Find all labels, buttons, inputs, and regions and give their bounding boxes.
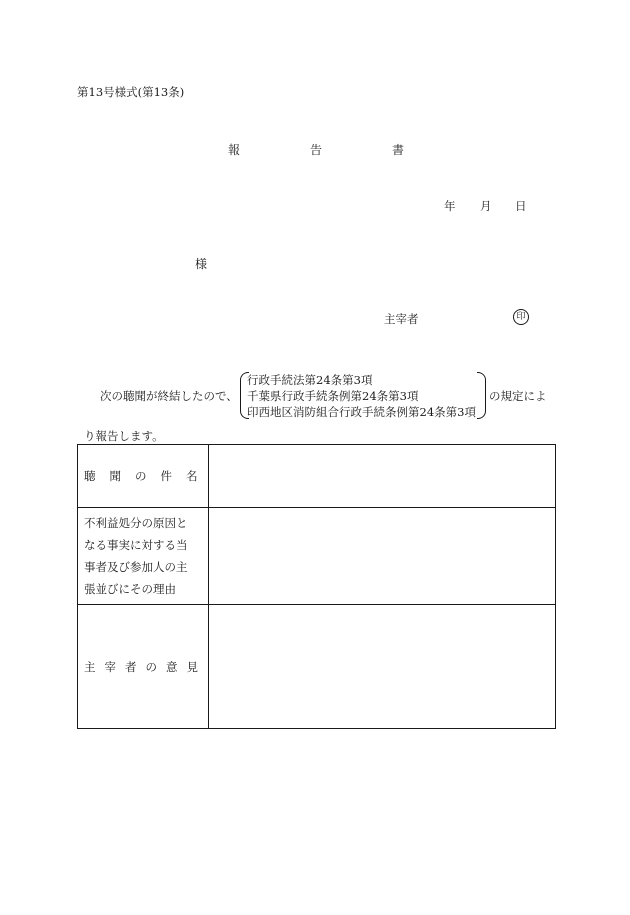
table-row-presider-opinion [78,605,556,729]
law-option-3: 印西地区消防組合行政手続条例第24条第3項 [247,405,476,419]
label-char: の [145,659,157,674]
label-char: 者 [125,659,137,674]
seal-mark: 印 [513,309,529,325]
presider-label: 主宰者 [384,312,419,326]
value-hearing-subject[interactable] [209,445,556,508]
report-lead-text: 次の聴聞が終結したので、 [100,389,238,403]
label-claims [78,508,209,605]
label-char: 聴 [84,469,96,483]
label-hearing-subject [78,445,209,508]
title-char-1: 報 [228,143,241,157]
table-row-claims [78,508,556,605]
form-number: 第13号様式(第13条) [77,85,185,99]
table-row-hearing-subject [78,445,556,508]
label-char: 件 [160,469,172,483]
right-brace [477,372,486,419]
title-char-3: 書 [392,143,405,157]
label-char: 主 [84,659,96,674]
label-char: 意 [166,659,178,674]
date-day-label: 日 [515,199,527,213]
law-option-1: 行政手続法第24条第3項 [247,373,373,387]
date-year-label: 年 [444,199,456,213]
label-line: 張並びにその理由 [84,582,176,596]
label-char: 名 [186,469,198,483]
report-table [77,444,556,729]
label-char: 宰 [104,659,116,674]
law-option-2: 千葉県行政手続条例第24条第3項 [247,389,419,403]
label-char: 聞 [109,469,121,483]
law-options [247,372,476,420]
value-claims[interactable] [209,508,556,605]
date-month-label: 月 [480,199,492,213]
title-char-2: 告 [310,143,323,157]
label-char: の [135,469,147,483]
label-char: 見 [186,659,198,674]
label-line: なる事実に対する当 [84,538,188,552]
value-presider-opinion[interactable] [209,605,556,729]
report-continuation-text: り報告します。 [84,429,164,443]
report-tail-text: の規定によ [489,389,547,403]
label-presider-opinion [78,605,209,729]
addressee-honorific: 様 [195,257,208,271]
label-line: 不利益処分の原因と [84,516,188,530]
label-line: 事者及び参加人の主 [84,560,188,574]
